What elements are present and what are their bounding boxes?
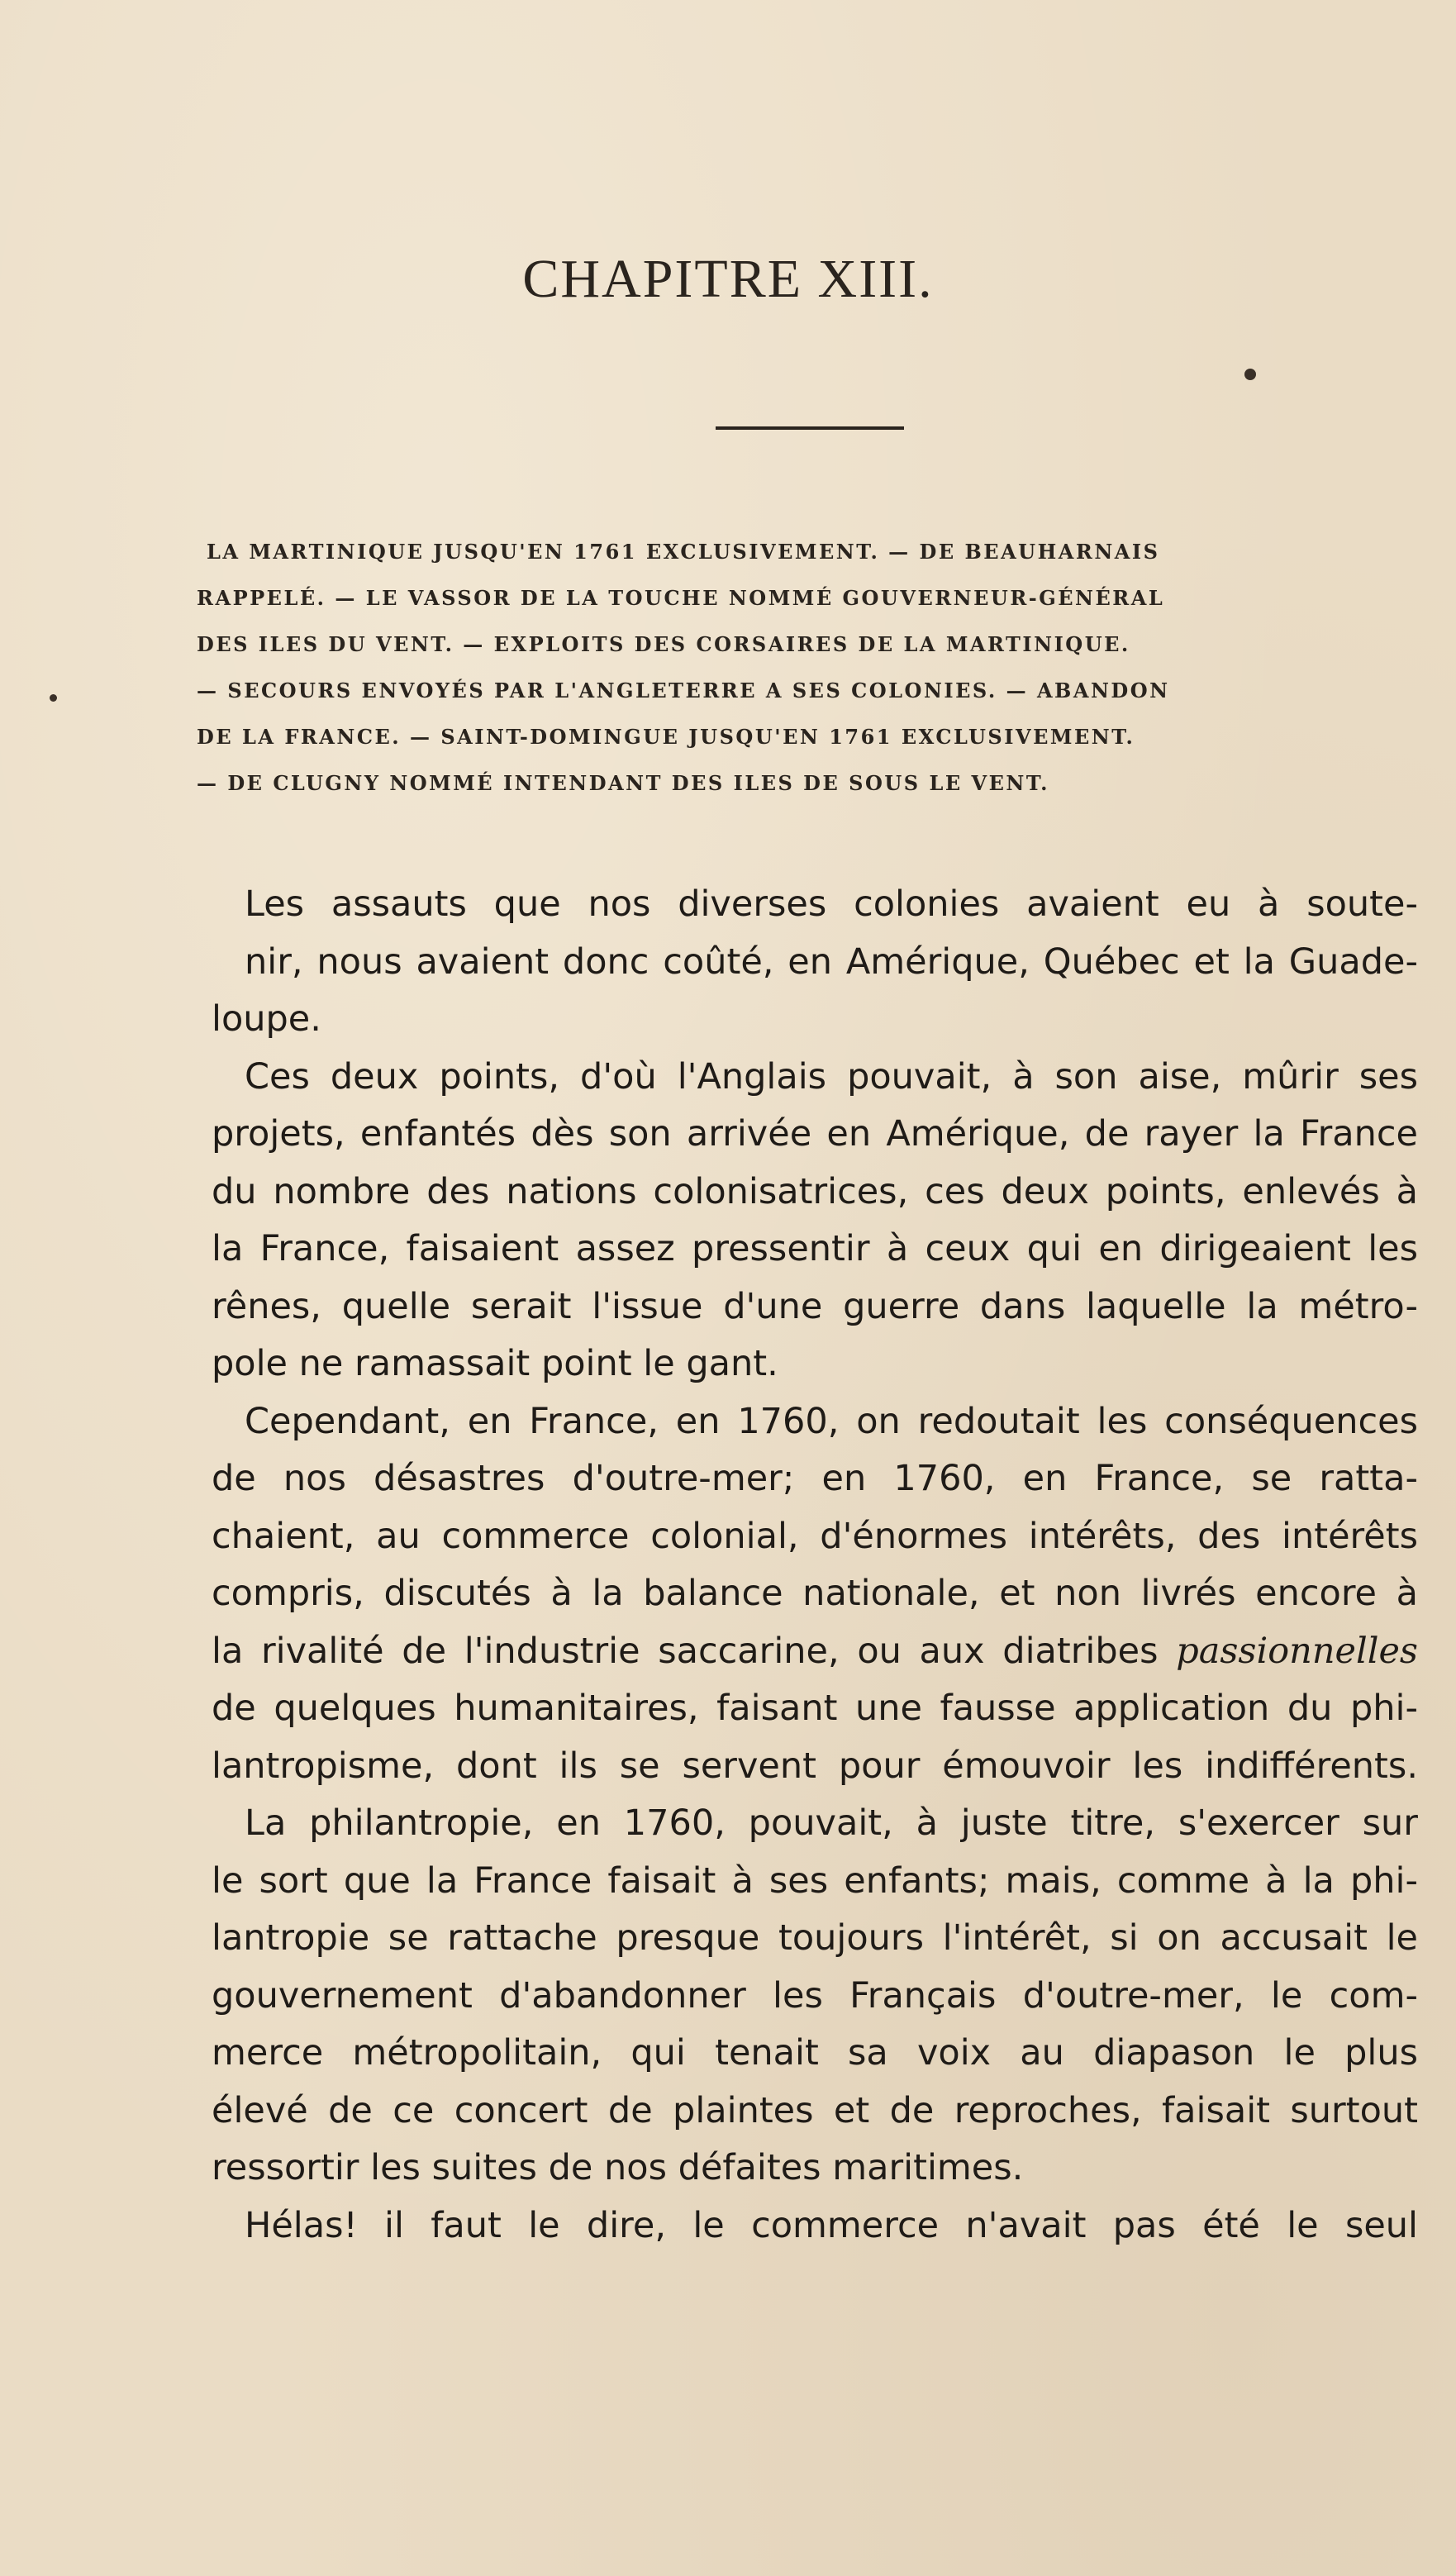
text-line: gouvernement d'abandonner les Français d'outre-mer, le com- [212,1974,1418,2017]
ink-spot [50,694,57,702]
summary-line: DES ILES DU VENT. — EXPLOITS DES CORSAIRES DE LA MARTINIQUE. [197,632,1130,656]
text-line: projets, enfantés dès son arrivée en Amérique, de rayer la France [212,1113,1418,1155]
text-line: Hélas! il faut le dire, le commerce n'avait pas été le seul [245,2204,1418,2246]
text-line: pole ne ramassait point le gant. [212,1343,778,1384]
text-line: merce métropolitain, qui tenait sa voix au diapason le plus [212,2032,1418,2074]
text-line: du nombre des nations colonisatrices, ces deux points, enlevés à [212,1170,1418,1212]
text-line: Cependant, en France, en 1760, on redoutait les conséquences [245,1400,1418,1442]
text-line: de nos désastres d'outre-mer; en 1760, en France, se ratta- [212,1458,1418,1499]
text-line: nir, nous avaient donc coûté, en Amérique, Québec et la Guade- [245,940,1418,983]
italic-word: passionnelles [1176,1630,1418,1672]
text-line: compris, discutés à la balance nationale, et non livrés encore à [212,1573,1418,1614]
text-line: de quelques humanitaires, faisant une fausse application du phi- [212,1688,1418,1729]
text-line: rênes, quelle serait l'issue d'une guerre dans laquelle la métro- [212,1285,1418,1327]
text-line [212,1623,1418,1681]
text-line: Ces deux points, d'où l'Anglais pouvait, à son aise, mûrir ses [245,1055,1418,1098]
summary-line: — SECOURS ENVOYÉS PAR L'ANGLETERRE A SES COLONIES. — ABANDON [197,679,1170,702]
body-text [212,876,1418,2255]
text-segment: la rivalité de l'industrie saccarine, ou aux diatribes [212,1630,1159,1672]
text-line: ressortir les suites de nos défaites maritimes. [212,2147,1024,2188]
chapter-summary [197,529,1420,807]
text-line: chaient, au commerce colonial, d'énormes intérêts, des intérêts [212,1515,1418,1557]
text-line: le sort que la France faisait à ses enfants; mais, comme à la phi- [212,1859,1418,1902]
text-line: lantropie se rattache presque toujours l'intérêt, si on accusait le [212,1917,1418,1959]
text-line: lantropisme, dont ils se servent pour émouvoir les indifférents. [212,1745,1418,1787]
summary-line: — DE CLUGNY NOMMÉ INTENDANT DES ILES DE SOUS LE VENT. [197,771,1049,795]
title-rule [716,426,904,430]
summary-line: RAPPELÉ. — LE VASSOR DE LA TOUCHE NOMMÉ GOUVERNEUR-GÉNÉRAL [197,586,1165,610]
text-line: Les assauts que nos diverses colonies avaient eu à soute- [245,883,1418,925]
summary-line: LA MARTINIQUE JUSQU'EN 1761 EXCLUSIVEMENT. — DE BEAUHARNAIS [207,540,1160,564]
text-line: la France, faisaient assez pressentir à ceux qui en dirigeaient les [212,1228,1418,1269]
text-line: La philantropie, en 1760, pouvait, à juste titre, s'exercer sur [245,1802,1418,1844]
text-line: élevé de ce concert de plaintes et de reproches, faisait surtout [212,2089,1418,2131]
chapter-title: CHAPITRE XIII. [522,249,934,309]
text-line: loupe. [212,998,321,1040]
ink-spot [1244,369,1256,380]
summary-line: DE LA FRANCE. — SAINT-DOMINGUE JUSQU'EN 1761 EXCLUSIVEMENT. [197,725,1135,749]
